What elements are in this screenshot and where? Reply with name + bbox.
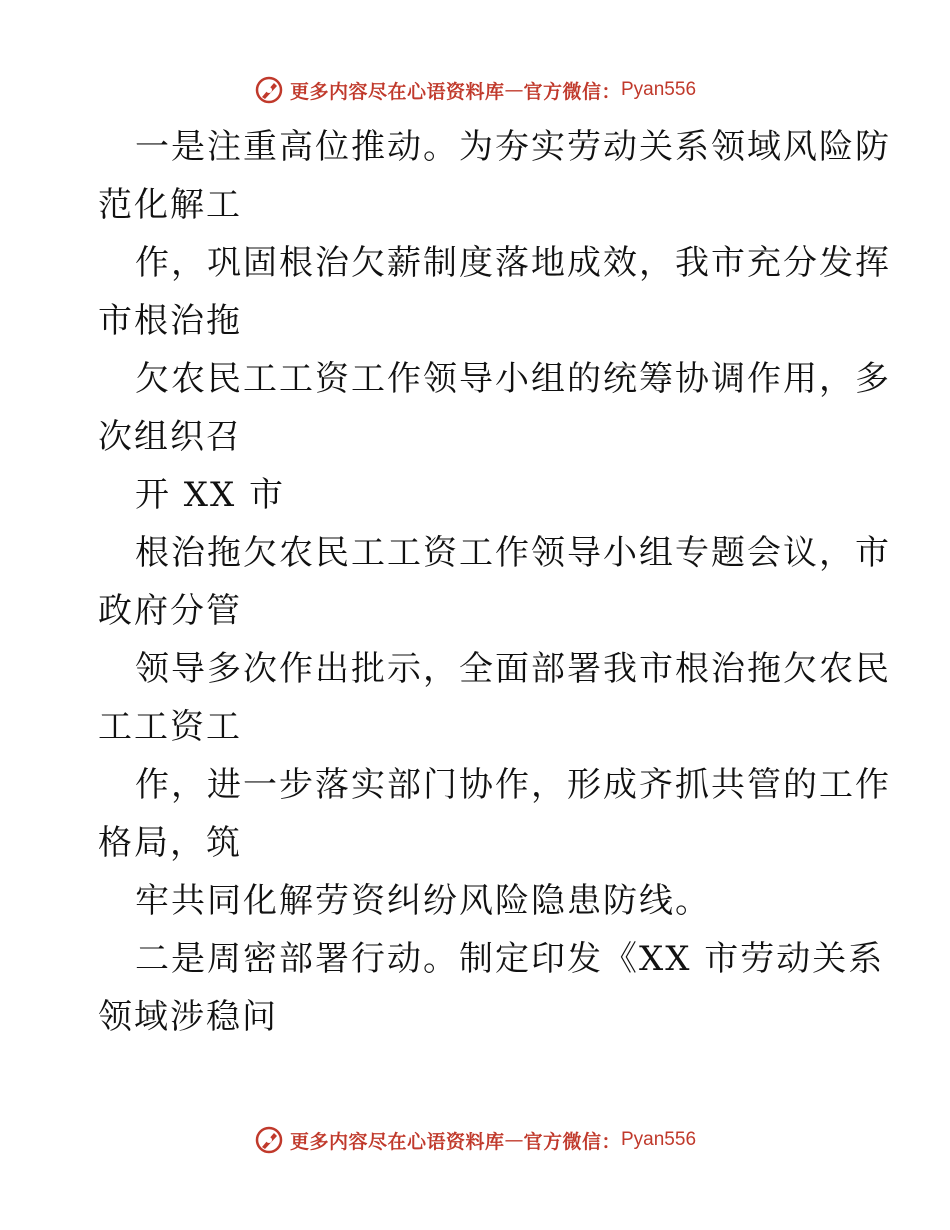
body-line: 作，巩固根治欠薪制度落地成效，我市充分发挥 [135, 243, 891, 283]
header-brand-text: 更多内容尽在心语资料库 [289, 80, 505, 103]
body-line: 开 XX 市 [135, 475, 286, 515]
body-line: 范化解工 [98, 185, 242, 225]
footer-contact-handle: Pyan556 [621, 1129, 697, 1150]
body-line: 作，进一步落实部门协作，形成齐抓共管的工作 [135, 765, 891, 805]
body-line: 欠农民工工资工作领导小组的统筹协调作用，多 [135, 359, 891, 399]
body-line: 格局，筑 [98, 823, 242, 863]
footer-contact-label: 官方微信： [523, 1130, 621, 1153]
footer-brand-text: 更多内容尽在心语资料库 [289, 1130, 505, 1153]
body-line: 市根治拖 [98, 301, 242, 341]
quill-logo-icon [254, 1125, 284, 1155]
body-line: 牢共同化解劳资纠纷风险隐患防线。 [135, 881, 711, 921]
header-contact-handle: Pyan556 [621, 79, 697, 100]
body-line: 二是周密部署行动。制定印发《XX 市劳动关系 [135, 939, 885, 979]
document-body [98, 118, 891, 1046]
body-line: 一是注重高位推动。为夯实劳动关系领域风险防 [135, 127, 891, 167]
header-separator: — [504, 79, 524, 101]
body-line: 领域涉稳问 [98, 997, 278, 1037]
body-line: 次组织召 [98, 417, 242, 457]
footer-banner [0, 1120, 950, 1160]
footer-separator: — [504, 1129, 524, 1151]
body-line: 工工资工 [98, 707, 242, 747]
header-banner [0, 70, 950, 110]
header-contact-label: 官方微信： [523, 80, 621, 103]
body-line: 领导多次作出批示，全面部署我市根治拖欠农民 [135, 649, 891, 689]
quill-logo-icon [254, 75, 284, 105]
body-line: 根治拖欠农民工工资工作领导小组专题会议，市 [135, 533, 891, 573]
body-line: 政府分管 [98, 591, 242, 631]
